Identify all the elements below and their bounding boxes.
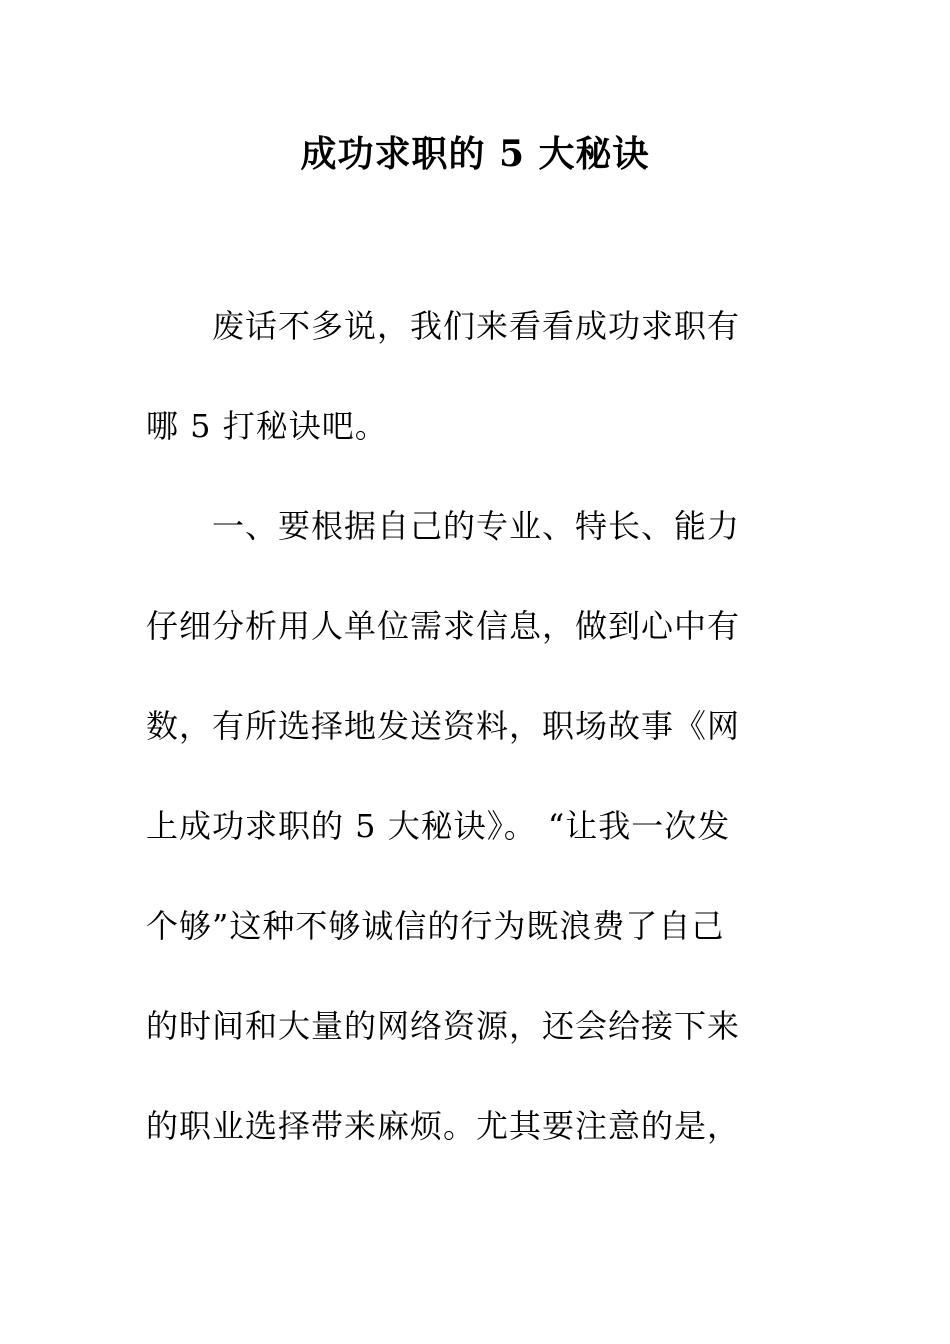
paragraph-line: 的职业选择带来麻烦。尤其要注意的是， (146, 1107, 741, 1145)
paragraph-line: 数，有所选择地发送资料，职场故事《网 (146, 707, 741, 745)
paragraph-line: 废话不多说，我们来看看成功求职有 (212, 307, 741, 345)
paragraph-line: 个够”这种不够诚信的行为既浪费了自己 (146, 907, 725, 945)
paragraph-line: 上成功求职的 5 大秘诀》。 “让我一次发 (146, 807, 731, 845)
paragraph-line: 仔细分析用人单位需求信息，做到心中有 (146, 607, 741, 645)
document-body (146, 298, 806, 1198)
paragraph-line: 哪 5 打秘诀吧。 (146, 407, 388, 445)
paragraph-line: 的时间和大量的网络资源，还会给接下来 (146, 1007, 741, 1045)
paragraph-line: 一、要根据自己的专业、特长、能力 (212, 507, 741, 545)
page-title: 成功求职的 5 大秘诀 (300, 133, 650, 175)
